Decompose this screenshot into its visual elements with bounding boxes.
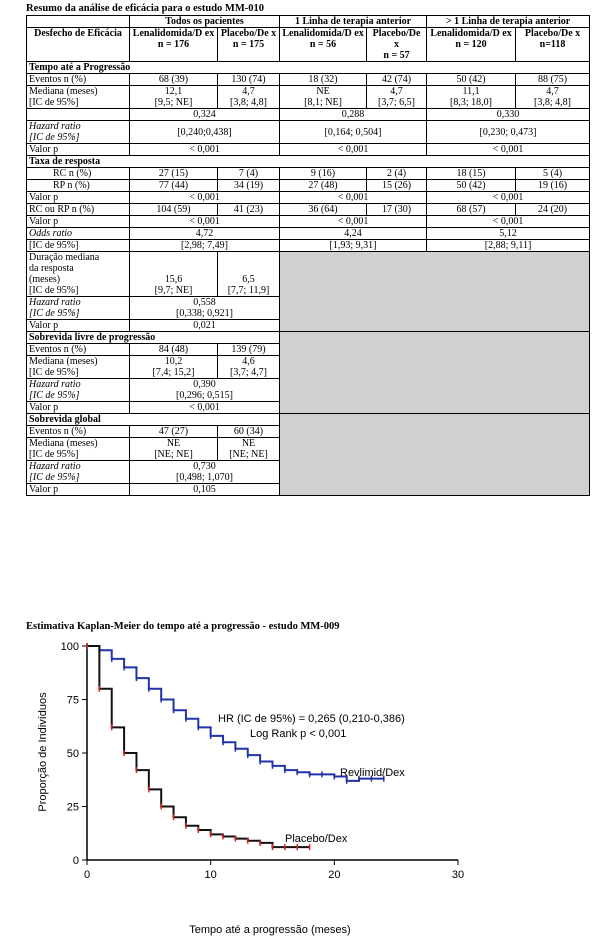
cell: 27 (48) <box>280 180 367 192</box>
x-tick-label: 20 <box>328 869 341 881</box>
cell: 10,2 [7,4; 15,2] <box>130 356 218 379</box>
x-axis-label: Tempo até a progressão (meses) <box>189 924 351 936</box>
cell: 47 (27) <box>130 426 218 438</box>
cell: 139 (79) <box>218 344 280 356</box>
section-response: Taxa de resposta <box>27 156 590 168</box>
cell: 130 (74) <box>218 74 280 86</box>
cell: [0,230; 0,473] <box>427 121 590 144</box>
row-label: Hazard ratio [IC de 95%] <box>27 297 130 320</box>
table-row <box>27 216 590 228</box>
cell: 36 (64) <box>280 204 367 216</box>
cell: [0,240;0,438] <box>130 121 280 144</box>
cell: 15 (26) <box>367 180 427 192</box>
cell: NE [8,1; NE] <box>280 86 367 109</box>
section-ttp: Tempo até a Progressão <box>27 62 590 74</box>
row-label: RC ou RP n (%) <box>27 204 130 216</box>
group-multi-line: > 1 Linha de terapia anterior <box>427 16 590 28</box>
cell: 17 (30) <box>367 204 427 216</box>
table-row <box>27 86 590 109</box>
placebo-curve <box>87 646 310 847</box>
x-tick-label: 30 <box>451 869 465 881</box>
cell: 12,1 [9,5; NE] <box>130 86 218 109</box>
group-header-row <box>27 16 590 28</box>
chart-axes <box>87 644 458 860</box>
cell: 5,12 <box>427 228 590 240</box>
x-tick-label: 10 <box>204 869 217 881</box>
group-one-line: 1 Linha de terapia anterior <box>280 16 427 28</box>
cell: 4,7 [3,8; 4,8] <box>218 86 280 109</box>
series-label-revlimid: Revlimid/Dex <box>340 767 405 779</box>
cell: < 0,001 <box>130 216 280 228</box>
efficacy-table <box>26 15 590 496</box>
row-label: Hazard ratio [IC de 95%] <box>27 121 130 144</box>
row-label: Eventos n (%) <box>27 74 130 86</box>
cell: 24 (20) <box>516 204 590 216</box>
section-pfs: Sobrevida livre de progressão <box>27 332 280 344</box>
group-all-patients: Todos os pacientes <box>130 16 280 28</box>
cell: 0,330 <box>427 109 590 121</box>
cell: 50 (42) <box>427 74 516 86</box>
row-label: Valor p <box>27 320 130 332</box>
row-label: Valor p <box>27 216 130 228</box>
arm-header: Lenalidomida/D ex n = 56 <box>280 28 367 62</box>
x-tick-label: 0 <box>83 869 91 881</box>
table-row <box>27 74 590 86</box>
cell: < 0,001 <box>130 402 280 414</box>
cell: 4,72 <box>130 228 280 240</box>
cell: 42 (74) <box>367 74 427 86</box>
cell: < 0,001 <box>130 144 280 156</box>
cell: 0,105 <box>130 484 280 496</box>
cell: [1,93; 9,31] <box>280 240 427 252</box>
table-row <box>27 121 590 144</box>
row-label: Mediana (meses) [IC de 95%] <box>27 438 130 461</box>
cell: 15,6 [9,7; NE] <box>130 252 218 297</box>
table-row <box>27 192 590 204</box>
cell: 77 (44) <box>130 180 218 192</box>
cell: 34 (19) <box>218 180 280 192</box>
cell: NE [NE; NE] <box>130 438 218 461</box>
gray-filler <box>280 414 590 496</box>
cell: 2 (4) <box>367 168 427 180</box>
row-label: Eventos n (%) <box>27 344 130 356</box>
table-row <box>27 180 590 192</box>
cell: 27 (15) <box>130 168 218 180</box>
y-axis-label: Proporção de Indivíduos <box>37 692 49 812</box>
gray-filler <box>280 252 590 332</box>
row-label: [IC de 95%] <box>27 240 130 252</box>
series <box>87 643 384 850</box>
row-label: Mediana (meses) [IC de 95%] <box>27 86 130 109</box>
cell: 0,288 <box>280 109 427 121</box>
row-label: RP n (%) <box>27 180 130 192</box>
row-label: Valor p <box>27 402 130 414</box>
row-label: Duração mediana da resposta (meses) [IC de 95%] <box>27 252 130 297</box>
cell: [0,164; 0,504] <box>280 121 427 144</box>
y-tick-label: 25 <box>66 801 79 814</box>
cell: 88 (75) <box>516 74 590 86</box>
y-tick-label: 50 <box>66 748 79 760</box>
cell: 0,558 [0,338; 0,921] <box>130 297 280 320</box>
cell: < 0,001 <box>427 144 590 156</box>
arm-header: Placebo/De x n = 175 <box>218 28 280 62</box>
gray-filler <box>280 332 590 414</box>
y-tick-label: 100 <box>60 641 79 653</box>
km-title: Estimativa Kaplan-Meier do tempo até a progressão - estudo MM-009 <box>26 621 340 632</box>
cell: < 0,001 <box>280 192 427 204</box>
table-title: Resumo da análise de eficácia para o estudo MM-010 <box>26 3 264 14</box>
row-label: Mediana (meses) [IC de 95%] <box>27 356 130 379</box>
cell: 41 (23) <box>218 204 280 216</box>
table-row <box>27 144 590 156</box>
cell: 0,324 <box>130 109 280 121</box>
cell: 5 (4) <box>516 168 590 180</box>
row-label: Valor p <box>27 484 130 496</box>
y-tick-label: 0 <box>72 855 79 867</box>
row-label: Valor p <box>27 144 130 156</box>
kaplan-meier-chart <box>0 630 611 944</box>
arm-header: Placebo/De x n=118 <box>516 28 590 62</box>
row-label <box>27 109 130 121</box>
row-label: Odds ratio <box>27 228 130 240</box>
table-row <box>27 228 590 240</box>
table-row <box>27 168 590 180</box>
cell: 7 (4) <box>218 168 280 180</box>
cell: 4,6 [3,7; 4,7] <box>218 356 280 379</box>
cell: 11,1 [8,3; 18,0] <box>427 86 516 109</box>
hr-annotation: HR (IC de 95%) = 0,265 (0,210-0,386) <box>218 713 405 725</box>
cell: 18 (32) <box>280 74 367 86</box>
cell: 104 (59) <box>130 204 218 216</box>
cell: 68 (39) <box>130 74 218 86</box>
table-row <box>27 240 590 252</box>
cell: 50 (42) <box>427 180 516 192</box>
cell: 0,390 [0,296; 0,515] <box>130 379 280 402</box>
cell: 19 (16) <box>516 180 590 192</box>
section-os: Sobrevida global <box>27 414 280 426</box>
row-label: RC n (%) <box>27 168 130 180</box>
cell: < 0,001 <box>280 216 427 228</box>
row-label: Eventos n (%) <box>27 426 130 438</box>
cell: 4,7 [3,8; 4,8] <box>516 86 590 109</box>
cell: 4,24 <box>280 228 427 240</box>
arm-header-row <box>27 28 590 62</box>
cell: 9 (16) <box>280 168 367 180</box>
cell: NE [NE; NE] <box>218 438 280 461</box>
cell: < 0,001 <box>427 192 590 204</box>
cell: 0,021 <box>130 320 280 332</box>
cell: 4,7 [3,7; 6,5] <box>367 86 427 109</box>
logrank-annotation: Log Rank p < 0,001 <box>250 728 347 740</box>
row-label: Valor p <box>27 192 130 204</box>
cell: < 0,001 <box>280 144 427 156</box>
row-label: Hazard ratio [IC de 95%] <box>27 461 130 484</box>
y-tick-label: 75 <box>66 694 79 707</box>
cell: 18 (15) <box>427 168 516 180</box>
cell: 6,5 [7,7; 11,9] <box>218 252 280 297</box>
outcome-header: Desfecho de Eficácia <box>27 28 130 62</box>
header-blank <box>27 16 130 28</box>
arm-header: Lenalidomida/D ex n = 120 <box>427 28 516 62</box>
arm-header: Placebo/De x n = 57 <box>367 28 427 62</box>
table-row <box>27 204 590 216</box>
cell: < 0,001 <box>130 192 280 204</box>
cell: 0,730 [0,498; 1,070] <box>130 461 280 484</box>
table-row <box>27 252 590 297</box>
series-label-placebo: Placebo/Dex <box>285 833 348 845</box>
table-row <box>27 109 590 121</box>
cell: [2,88; 9,11] <box>427 240 590 252</box>
cell: [2,98; 7,49] <box>130 240 280 252</box>
cell: 60 (34) <box>218 426 280 438</box>
cell: 68 (57) <box>427 204 516 216</box>
row-label: Hazard ratio [IC de 95%] <box>27 379 130 402</box>
cell: < 0,001 <box>427 216 590 228</box>
cell: 84 (48) <box>130 344 218 356</box>
arm-header: Lenalidomida/D ex n = 176 <box>130 28 218 62</box>
